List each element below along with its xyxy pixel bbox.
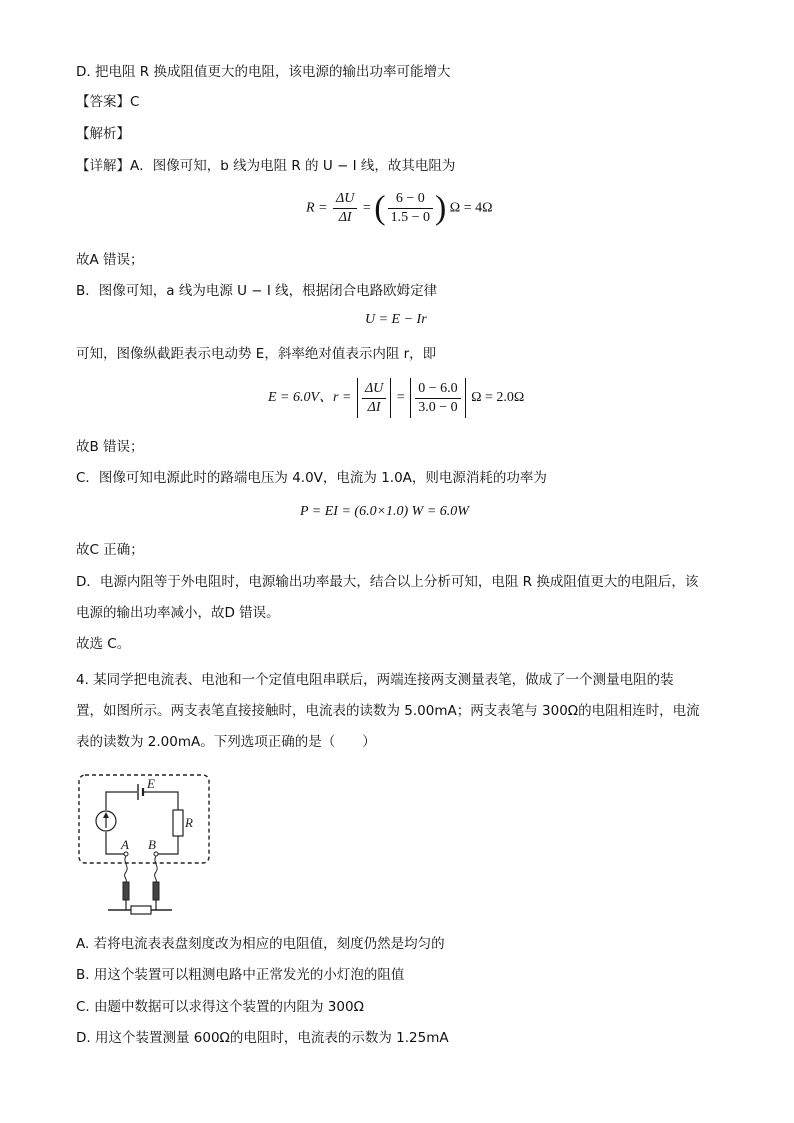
question-4-line-2: 置，如图所示。两支表笔直接接触时，电流表的读数为 5.00mA；两支表笔与 300Ω的电阻相连时，电流 bbox=[76, 703, 700, 719]
label-e: E bbox=[147, 776, 155, 791]
b-wrong: 故B 错误； bbox=[76, 439, 144, 455]
c-intro: C．图像可知电源此时的路端电压为 4.0V，电流为 1.0A，则电源消耗的功率为 bbox=[76, 470, 547, 486]
formula-resistance: R = $\frac{\Delta U}{\Delta I}$ = ( $\frac{6 - 0}{1.5 - 0}$ ) Ω = 4Ω bbox=[306, 189, 493, 227]
b-intro: B．图像可知，a 线为电源 U − I 线，根据闭合电路欧姆定律 bbox=[76, 283, 438, 299]
d-line-1: D．电源内阻等于外电阻时，电源输出功率最大，结合以上分析可知，电阻 R 换成阻值更大的电阻后，该 bbox=[76, 574, 699, 590]
circuit-diagram bbox=[76, 770, 216, 920]
analysis-label: 【解析】 bbox=[76, 126, 130, 142]
loop-right-bottom-wire bbox=[156, 836, 178, 854]
option-d: D. 用这个装置测量 600Ω的电阻时，电流表的示数为 1.25mA bbox=[76, 1030, 449, 1046]
formula-ohm-law: U = E − Ir bbox=[365, 312, 427, 327]
loop-top-left-wire bbox=[106, 792, 137, 810]
terminal-b bbox=[154, 852, 158, 856]
lead-b-wire bbox=[155, 856, 158, 882]
label-r: R bbox=[185, 815, 193, 830]
a-wrong: 故A 错误； bbox=[76, 252, 144, 268]
answer-label: 【答案】C bbox=[76, 94, 140, 110]
probe-b bbox=[153, 882, 159, 900]
detail-a: 【详解】A．图像可知，b 线为电阻 R 的 U − I 线，故其电阻为 bbox=[76, 158, 456, 174]
option-b: B. 用这个装置可以粗测电路中正常发光的小灯泡的阻值 bbox=[76, 967, 405, 983]
probe-a bbox=[123, 882, 129, 900]
label-b: B bbox=[148, 837, 156, 852]
formula-power: P = EI = (6.0×1.0) W = 6.0W bbox=[300, 504, 469, 519]
b-explain: 可知，图像纵截距表示电动势 E，斜率绝对值表示内阻 r，即 bbox=[76, 346, 437, 362]
option-d-previous: D. 把电阻 R 换成阻值更大的电阻，该电源的输出功率可能增大 bbox=[76, 64, 451, 80]
question-4-line-3: 表的读数为 2.00mA。下列选项正确的是（ ） bbox=[76, 734, 376, 750]
external-resistor bbox=[131, 906, 151, 914]
option-a: A. 若将电流表表盘刻度改为相应的电阻值，刻度仍然是均匀的 bbox=[76, 936, 445, 952]
question-4-line-1: 4. 某同学把电流表、电池和一个定值电阻串联后，两端连接两支测量表笔，做成了一个测量电阻的装 bbox=[76, 672, 674, 688]
loop-top-right-wire bbox=[144, 792, 178, 810]
terminal-a bbox=[124, 852, 128, 856]
c-right: 故C 正确； bbox=[76, 542, 144, 558]
d-line-2: 电源的输出功率减小，故D 错误。 bbox=[76, 605, 280, 621]
lead-a-wire bbox=[125, 856, 128, 882]
option-c: C. 由题中数据可以求得这个装置的内阻为 300Ω bbox=[76, 999, 364, 1015]
formula-emf-internal: E = 6.0V、r = $\frac{\Delta U}{\Delta I}$ = $\frac{0 - 6.0}{3.0 - 0}$ Ω = 2.0Ω bbox=[268, 378, 524, 418]
label-a: A bbox=[121, 837, 129, 852]
resistor-r bbox=[173, 810, 183, 836]
choose-answer: 故选 C。 bbox=[76, 636, 131, 652]
